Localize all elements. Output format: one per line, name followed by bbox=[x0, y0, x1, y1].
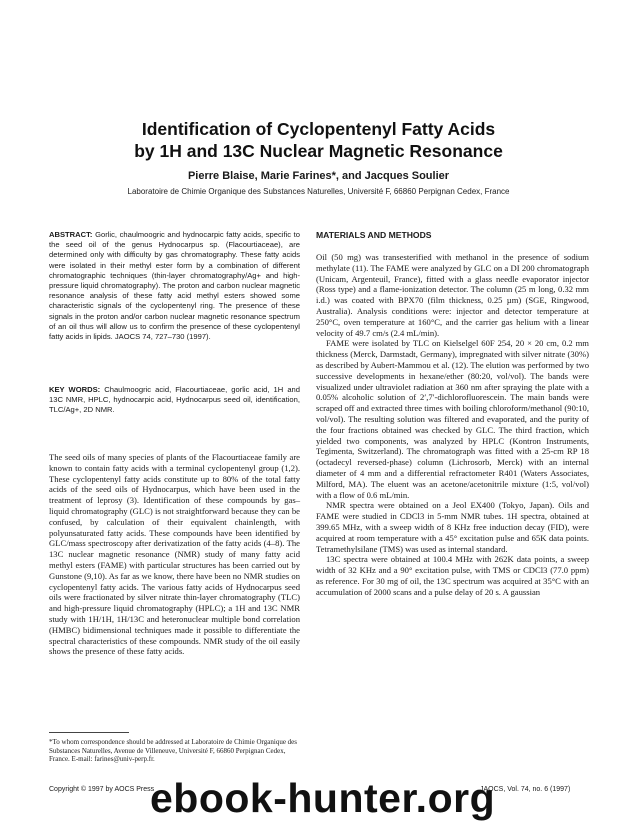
introduction bbox=[49, 452, 300, 657]
title-line-2: by 1H and 13C Nuclear Magnetic Resonance bbox=[134, 141, 503, 161]
intro-paragraph: The seed oils of many species of plants of the Flacourtiaceae family are known to contain fatty acids with a terminal cyclopentenyl group (1,2). These cyclopentenyl fatty acids constitute up to 80% of the total fatty acids of the seed oils of Hydnocarpus, which have been used in the treatment of leprosy (3). Identification of these compounds by gas–liquid chromatography (GLC) is not straightforward because they can be confused, by calculation of their equivalent chainlength, with polyunsaturated fatty acids. These compounds have been identified by GLC/mass spectroscopy after derivatization of the fatty acids (4–8). The 13C nuclear magnetic resonance (NMR) study of many fatty acid methyl esters (FAME) with particular structures has been carried out by Gunstone (9,10). As far as we know, there have been no NMR studies on cyclopentenyl fatty acids. The various fatty acids of Hydnocarpus seed oils were fractionated by silver nitrate thin-layer chromatography (TLC) and high-pressure liquid chromatography (HPLC); a 1H and 13C NMR study with 1H/1H, 1H/13C and heteronuclear multiple bond correlation (HMBC) bidimensional techniques made it possible to differentiate the spectral characteristics of these compounds. NMR study of the oil easily shows the presence of these fatty acids. bbox=[49, 452, 300, 657]
methods-paragraph-3: NMR spectra were obtained on a Jeol EX400 (Tokyo, Japan). Oils and FAME were studied in CDCl3 in 5-mm NMR tubes. 1H spectra, obtained at 399.65 MHz, with a sweep width of 8 KHz free induction decay (FID), were acquired at room temperature with a 45° excitation pulse and 65K data points. Tetramethylsilane (TMS) was used as internal standard. bbox=[316, 500, 589, 554]
abstract-label: ABSTRACT: bbox=[49, 230, 93, 239]
copyright: Copyright © 1997 by AOCS Press bbox=[49, 786, 155, 793]
keywords-label: KEY WORDS: bbox=[49, 385, 101, 394]
keywords bbox=[49, 385, 300, 416]
watermark: ebook-hunter.org bbox=[150, 775, 496, 821]
authors: Pierre Blaise, Marie Farines*, and Jacques Soulier bbox=[187, 170, 450, 182]
footnote: *To whom correspondence should be addressed at Laboratoire de Chimie Organique des Substances Naturelles, Avenue de Villeneuve, Université F, 66860 Perpignan Cedex, France. E-mail: farines@univ-perp.fr. bbox=[49, 738, 298, 764]
keywords-text: Chaulmoogric acid, Flacourtiaceae, gorlic acid, 1H and 13C NMR, HPLC, hydnocarpic acid, Hydnocarpus seed oil, identification, TLC/Ag+, 2D NMR. bbox=[49, 385, 300, 415]
paper-title bbox=[0, 118, 637, 162]
abstract-text: Gorlic, chaulmoogric and hydnocarpic fatty acids, specific to the seed oil of the genus Hydnocarpus sp. (Flacourtiaceae), are determined only with difficulty by gas chromatography. These fatty acids were isolated in their methyl ester form by a combination of different chromatographic techniques (thin-layer chromatography/Ag+ and high-pressure liquid chromatography). The proton and carbon nuclear magnetic resonance analysis of these fatty acid methyl esters showed some characteristic signals of the cyclopentenyl ring. The presence of these signals in the proton and/or carbon nuclear magnetic resonance spectrum of an oil thus will allow us to confirm the presence of these cyclopentenyl fatty acids in lipids. bbox=[49, 230, 300, 342]
abstract bbox=[49, 230, 300, 342]
methods-paragraph-4: 13C spectra were obtained at 100.4 MHz with 262K data points, a sweep width of 32 KHz and a 90° excitation pulse, with TMS or CDCl3 (77.0 ppm) as reference. For 30 mg of oil, the 13C spectrum was acquired at 35°C with an accumulation of 2000 scans and a pulse delay of 20 s. A gaussian bbox=[316, 554, 589, 597]
affiliation: Laboratoire de Chimie Organique des Substances Naturelles, Université F, 66860 Perpignan Cedex, France bbox=[127, 187, 510, 196]
methods-body bbox=[316, 252, 589, 598]
abstract-citation: JAOCS 74, 727–730 (1997). bbox=[114, 332, 211, 342]
journal-reference: JAOCS, Vol. 74, no. 6 (1997) bbox=[480, 786, 571, 793]
footnote-rule bbox=[49, 732, 129, 733]
title-line-1: Identification of Cyclopentenyl Fatty Acids bbox=[141, 119, 496, 139]
methods-paragraph-1: Oil (50 mg) was transesterified with methanol in the presence of sodium methylate (11). The FAME were analyzed by GLC on a DI 200 chromatograph (Unicam, Argenteuil, France), fitted with a glass needle evaporator injector (Ross type) and a flame-ionization detector. The column (25 m long, 0.32 mm i.d.) was coated with BPX70 (film thickness, 0.25 µm) (SGE, Ringwood, Australia). Analysis conditions were: injector and detector temperature at 250°C, oven temperature at 160°C, and the carrier gas helium with a linear velocity of 49.7 cm/s (2.4 mL/min). bbox=[316, 252, 589, 338]
methods-paragraph-2: FAME were isolated by TLC on Kielselgel 60F 254, 20 × 20 cm, 0.2 mm thickness (Merck, Darmstadt, Germany), impregnated with silver nitrate (30%) as described by Aubert-Mammou et al. (12). The elution was performed by two successive developments in hexane/ether (80:20, vol/vol). The bands were visualized under ultraviolet radiation at 360 nm after spraying the plate with a 0.05% alcoholic solution of 2′,7′-dichlorofluorescein. The main bands were scraped off and extracted three times with boiling chloroform/methanol (90:10, vol/vol). The resulting solution was filtered and evaporated, and the purity of the four fractions obtained was checked by GLC. The third fraction, which yielded two components, was analyzed by HPLC (Kontron Instruments, Tegimenta, Switzerland). The chromatograph was fitted with a 25-cm RP 18 (octadecyl reversed-phase) column (Lichrosorb, Merck) with an internal diameter of 4 mm and a differential refractometer R401 (Waters Associates, Milford, MA). The eluent was an acetone/acetonitrile mixture (1:5, vol/vol) with a flow of 0.6 mL/min. bbox=[316, 338, 589, 500]
section-heading: MATERIALS AND METHODS bbox=[316, 230, 432, 240]
